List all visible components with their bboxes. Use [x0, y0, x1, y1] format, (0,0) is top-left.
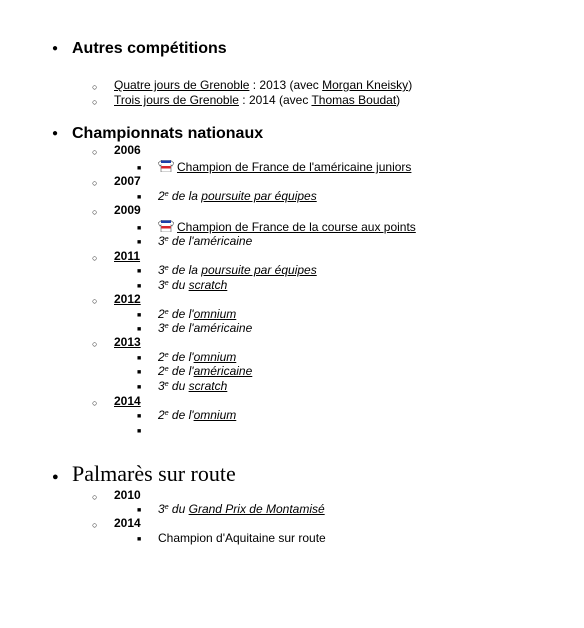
result-item: 3e du scratch — [158, 278, 228, 292]
year-2012 — [114, 292, 141, 306]
result-item: 2e de l'omnium — [158, 307, 237, 321]
bullet-square: ■ — [137, 355, 142, 362]
bullet-circle: ○ — [92, 178, 98, 188]
bullet-square: ■ — [137, 239, 142, 246]
bullet-square: ■ — [137, 283, 142, 290]
section-title-route: Palmarès sur route — [72, 461, 236, 486]
bullet-square: ■ — [137, 165, 142, 172]
result-item: 3e de la poursuite par équipes — [158, 263, 317, 277]
bullet-square: ■ — [137, 268, 142, 275]
bullet-square: ■ — [137, 326, 142, 333]
result-link[interactable]: omnium — [193, 307, 237, 321]
bullet-circle: ○ — [92, 97, 98, 107]
bullet: ● — [52, 43, 59, 54]
bullet-circle: ○ — [92, 82, 98, 92]
result-item: 3e du Grand Prix de Montamisé — [158, 502, 325, 516]
event-link[interactable]: Trois jours de Grenoble — [114, 93, 239, 107]
bullet-circle: ○ — [92, 253, 98, 263]
result-link[interactable]: omnium — [193, 350, 237, 364]
list-item: Quatre jours de Grenoble : 2013 (avec Morgan Kneisky) — [114, 78, 413, 92]
result-link[interactable]: américaine — [193, 364, 253, 378]
result-link[interactable]: omnium — [193, 408, 237, 422]
france-jersey-icon — [158, 160, 174, 172]
year-2006: 2006 — [114, 143, 141, 157]
year-2011 — [114, 249, 140, 263]
bullet-circle: ○ — [92, 398, 98, 408]
year-2014-route: 2014 — [114, 516, 141, 530]
year-2007: 2007 — [114, 174, 141, 188]
year-2009: 2009 — [114, 203, 141, 217]
bullet-circle: ○ — [92, 492, 98, 502]
bullet-circle: ○ — [92, 207, 98, 217]
bullet: ● — [52, 128, 59, 139]
result-item: 3e du scratch — [158, 379, 228, 393]
bullet-square: ■ — [137, 369, 142, 376]
result-item: 2e de l'américaine — [158, 364, 253, 378]
result-item: 3e de l'américaine — [158, 234, 253, 248]
result-link[interactable]: scratch — [188, 278, 228, 292]
result-link[interactable]: scratch — [188, 379, 228, 393]
year-link[interactable]: 2011 — [114, 249, 141, 263]
bullet-square: ■ — [137, 194, 142, 201]
section-title-nationaux: Championnats nationaux — [72, 125, 264, 142]
bullet-square: ■ — [137, 225, 142, 232]
result-item: 2e de l'omnium — [158, 350, 237, 364]
result-item: 2e de l'omnium — [158, 408, 237, 422]
bullet-circle: ○ — [92, 339, 98, 349]
bullet-square-empty: ■ — [137, 428, 142, 435]
bullet-square: ■ — [137, 384, 142, 391]
event-link[interactable]: Quatre jours de Grenoble — [114, 78, 250, 92]
year-2010: 2010 — [114, 488, 141, 502]
bullet-square: ■ — [137, 536, 142, 543]
year-link[interactable]: 2012 — [114, 292, 141, 306]
year-2013 — [114, 335, 141, 349]
list-item: Trois jours de Grenoble : 2014 (avec Thomas Boudat) — [114, 93, 401, 107]
result-link[interactable]: Grand Prix de Montamisé — [188, 502, 325, 516]
result-item: 2e de la poursuite par équipes — [158, 189, 317, 203]
result-link[interactable]: poursuite par équipes — [201, 263, 317, 277]
result-link[interactable]: poursuite par équipes — [201, 189, 317, 203]
bullet: ● — [52, 471, 59, 483]
year-2014 — [114, 394, 141, 408]
section-title-autres: Autres compétitions — [72, 40, 227, 57]
result-item — [158, 160, 411, 174]
bullet-circle: ○ — [92, 296, 98, 306]
bullet-square: ■ — [137, 507, 142, 514]
bullet-circle: ○ — [92, 520, 98, 530]
year-link[interactable]: 2013 — [114, 335, 141, 349]
result-link[interactable]: Champion de France de la course aux points — [177, 220, 416, 234]
partner-link[interactable]: Thomas Boudat — [311, 93, 397, 107]
france-jersey-icon — [158, 220, 174, 232]
result-link[interactable]: Champion de France de l'américaine juniors — [177, 160, 412, 174]
bullet-square: ■ — [137, 413, 142, 420]
result-item: Champion d'Aquitaine sur route — [158, 531, 326, 545]
partner-link[interactable]: Morgan Kneisky — [322, 78, 409, 92]
year-link[interactable]: 2014 — [114, 394, 141, 408]
result-item — [158, 220, 416, 234]
result-item: 3e de l'américaine — [158, 321, 253, 335]
bullet-square: ■ — [137, 312, 142, 319]
bullet-circle: ○ — [92, 147, 98, 157]
